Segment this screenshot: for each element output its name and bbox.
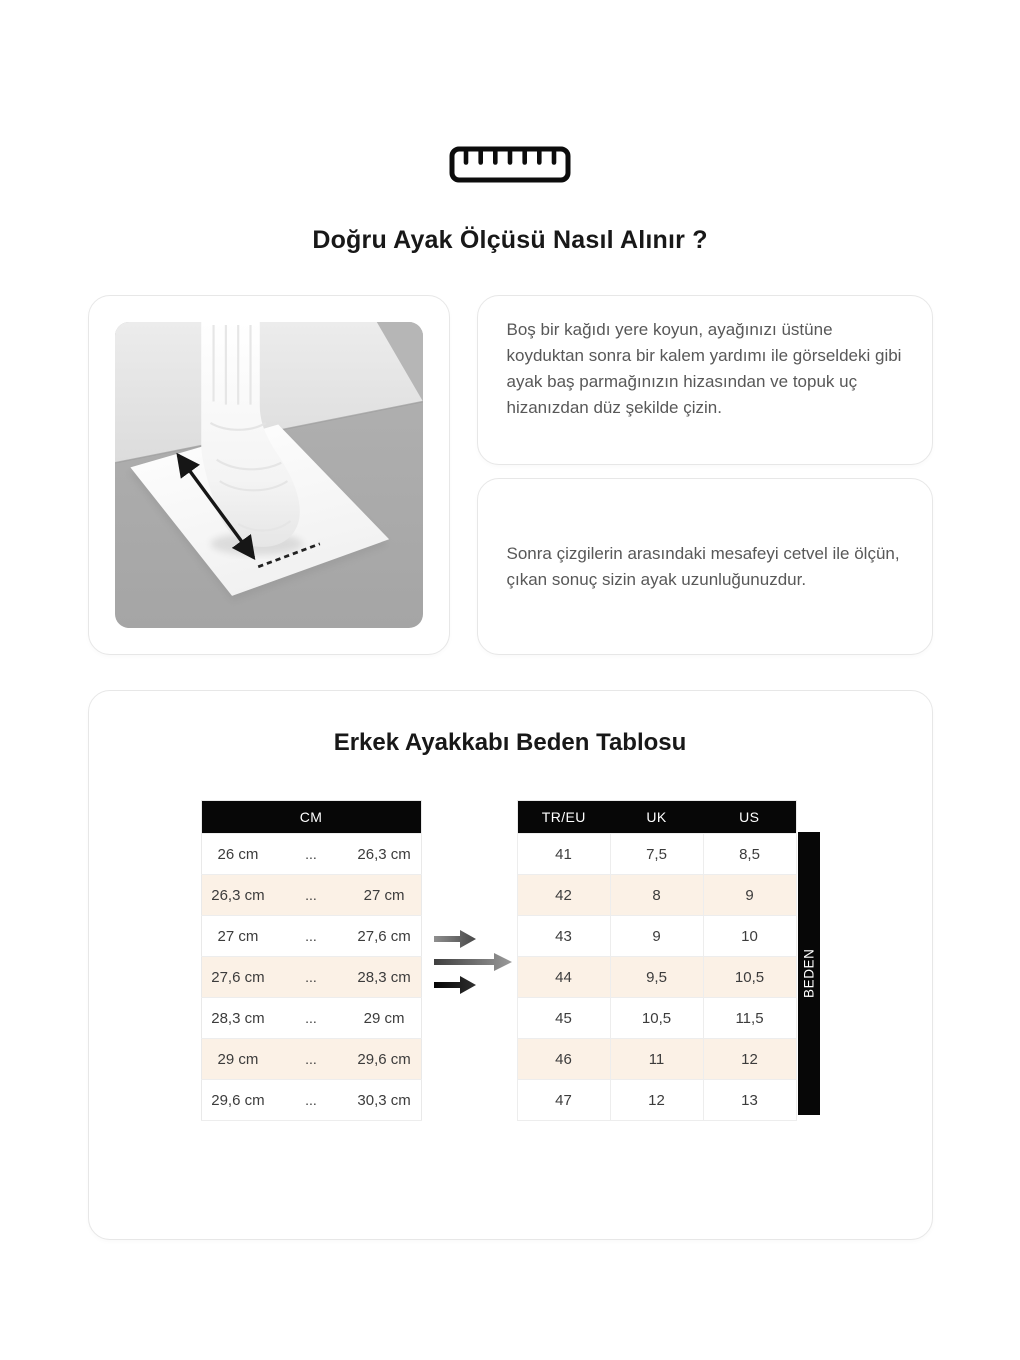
foot-measurement-photo [115,322,423,628]
table-row: 43 9 10 [517,916,796,957]
measurement-photo-card [88,295,450,655]
table-row: 26,3 cm ... 27 cm [201,875,421,916]
col-header-treu: TR/EU [517,801,610,834]
table-row: 46 11 12 [517,1039,796,1080]
table-row: 29 cm ... 29,6 cm [201,1039,421,1080]
col-header-us: US [703,801,796,834]
table-row: 42 8 9 [517,875,796,916]
table-row: 28,3 cm ... 29 cm [201,998,421,1039]
ruler-icon [449,146,571,184]
instruction-step-2: Sonra çizgilerin arasındaki mesafeyi cetvel ile ölçün, çıkan sonuç sizin ayak uzunluğunuzdur. [506,543,900,589]
instruction-card-2 [477,478,933,655]
table-row: 47 12 13 [517,1080,796,1121]
beden-side-label-text: BEDEN [801,948,816,999]
table-row: 41 7,5 8,5 [517,834,796,875]
col-header-uk: UK [610,801,703,834]
cm-table-header: CM [201,801,421,834]
table-row: 26 cm ... 26,3 cm [201,834,421,875]
size-chart-title: Erkek Ayakkabı Beden Tablosu [333,729,687,756]
cm-range-table [201,800,422,1121]
table-row: 44 9,5 10,5 [517,957,796,998]
size-conversion-table [517,800,797,1121]
conversion-arrows-icon [433,928,513,996]
beden-side-label [798,832,820,1115]
table-row: 29,6 cm ... 30,3 cm [201,1080,421,1121]
table-row: 45 10,5 11,5 [517,998,796,1039]
instruction-card-1 [477,295,933,465]
page-title: Doğru Ayak Ölçüsü Nasıl Alınır ? [312,226,708,254]
instruction-step-1: Boş bir kağıdı yere koyun, ayağınızı üstüne koyduktan sonra bir kalem yardımı ile görseldeki gibi ayak baş parmağınızın hizasından ve topuk uç hizanızdan düz şekilde çizin. [506,320,902,417]
table-row: 27,6 cm ... 28,3 cm [201,957,421,998]
size-chart-card [88,690,933,1240]
table-row: 27 cm ... 27,6 cm [201,916,421,957]
